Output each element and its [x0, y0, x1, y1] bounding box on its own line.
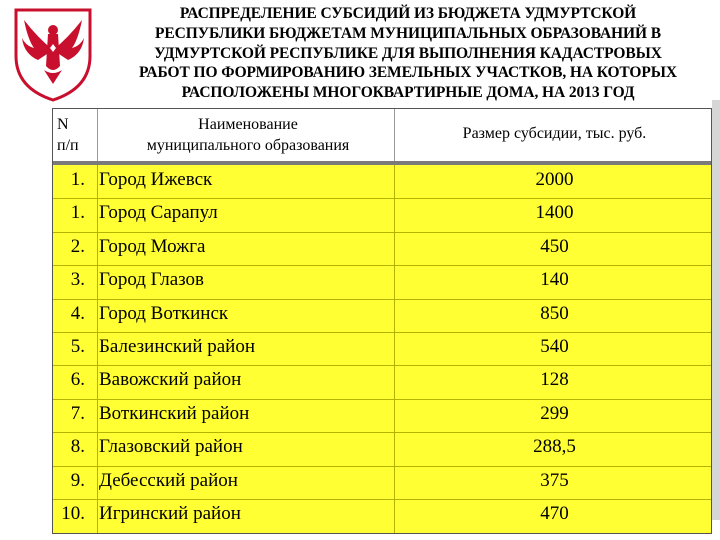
row-subsidy: 850 [540, 302, 569, 324]
row-subsidy: 375 [540, 469, 569, 491]
emblem-bird-head [48, 25, 58, 35]
slide-edge-decoration [712, 100, 720, 520]
table-row [53, 265, 711, 298]
header-divider [97, 109, 98, 161]
row-municipality: Город Сарапул [99, 202, 218, 224]
subsidy-table [52, 108, 712, 534]
row-number: 9. [70, 469, 85, 491]
table-row [53, 332, 711, 365]
row-number: 1. [70, 169, 85, 190]
row-number: 3. [70, 269, 85, 291]
page-title [100, 4, 716, 103]
row-number: 5. [70, 336, 85, 357]
row-municipality: Город Можга [99, 235, 206, 257]
row-subsidy: 128 [540, 369, 569, 391]
row-municipality: Игринский район [99, 503, 241, 524]
row-subsidy: 299 [540, 402, 569, 424]
header-subsidy-amount: Размер субсидии, тыс. руб. [462, 125, 647, 142]
row-number: 10. [61, 503, 85, 524]
title-line: РАБОТ ПО ФОРМИРОВАНИЮ ЗЕМЕЛЬНЫХ УЧАСТКОВ, НА КОТОРЫХ [139, 64, 677, 82]
title-line: РАСПРЕДЕЛЕНИЕ СУБСИДИЙ ИЗ БЮДЖЕТА УДМУРТСКОЙ [179, 5, 637, 22]
row-subsidy: 450 [540, 235, 569, 257]
table-row [53, 399, 711, 432]
row-municipality: Город Глазов [99, 269, 205, 291]
header-municipality-line2: муниципального образования [146, 137, 350, 154]
table-header [53, 109, 711, 161]
header-number-line1: N [57, 116, 69, 133]
row-subsidy: 2000 [535, 169, 574, 190]
title-line: УДМУРТСКОЙ РЕСПУБЛИКЕ ДЛЯ ВЫПОЛНЕНИЯ КАДАСТРОВЫХ [154, 44, 662, 62]
table-row [53, 198, 711, 231]
row-number: 1. [70, 202, 85, 224]
row-number: 4. [70, 302, 85, 324]
row-number: 7. [70, 402, 85, 424]
table-row [53, 466, 711, 499]
header-number [57, 109, 101, 166]
header-municipality-line1: Наименование [198, 116, 298, 133]
table-body [53, 165, 711, 533]
row-subsidy: 540 [540, 336, 569, 357]
row-municipality: Воткинский район [99, 402, 250, 424]
row-subsidy: 140 [540, 269, 569, 291]
udmurtia-emblem [8, 4, 98, 104]
row-number: 6. [70, 369, 85, 391]
header-divider [394, 109, 395, 161]
row-subsidy: 470 [540, 503, 569, 524]
row-municipality: Глазовский район [99, 436, 243, 458]
table-row [53, 365, 711, 398]
title-line: РЕСПУБЛИКИ БЮДЖЕТАМ МУНИЦИПАЛЬНЫХ ОБРАЗОВАНИЙ В [155, 24, 661, 42]
row-municipality: Вавожский район [99, 369, 242, 391]
table-row [53, 432, 711, 465]
row-municipality: Балезинский район [99, 336, 256, 357]
row-subsidy: 1400 [535, 202, 574, 224]
header-number-line2: п/п [57, 137, 79, 154]
row-number: 8. [70, 436, 85, 458]
table-row [53, 299, 711, 332]
title-line: РАСПОЛОЖЕНЫ МНОГОКВАРТИРНЫЕ ДОМА, НА 2013 ГОД [181, 84, 635, 102]
row-municipality: Город Воткинск [99, 302, 229, 324]
table-row [53, 165, 711, 198]
header-municipality [103, 109, 393, 166]
row-municipality: Дебесский район [99, 469, 238, 491]
row-number: 2. [70, 235, 85, 257]
row-subsidy: 288,5 [533, 436, 576, 458]
table-row [53, 232, 711, 265]
row-municipality: Город Ижевск [99, 169, 213, 190]
table-row [53, 499, 711, 532]
